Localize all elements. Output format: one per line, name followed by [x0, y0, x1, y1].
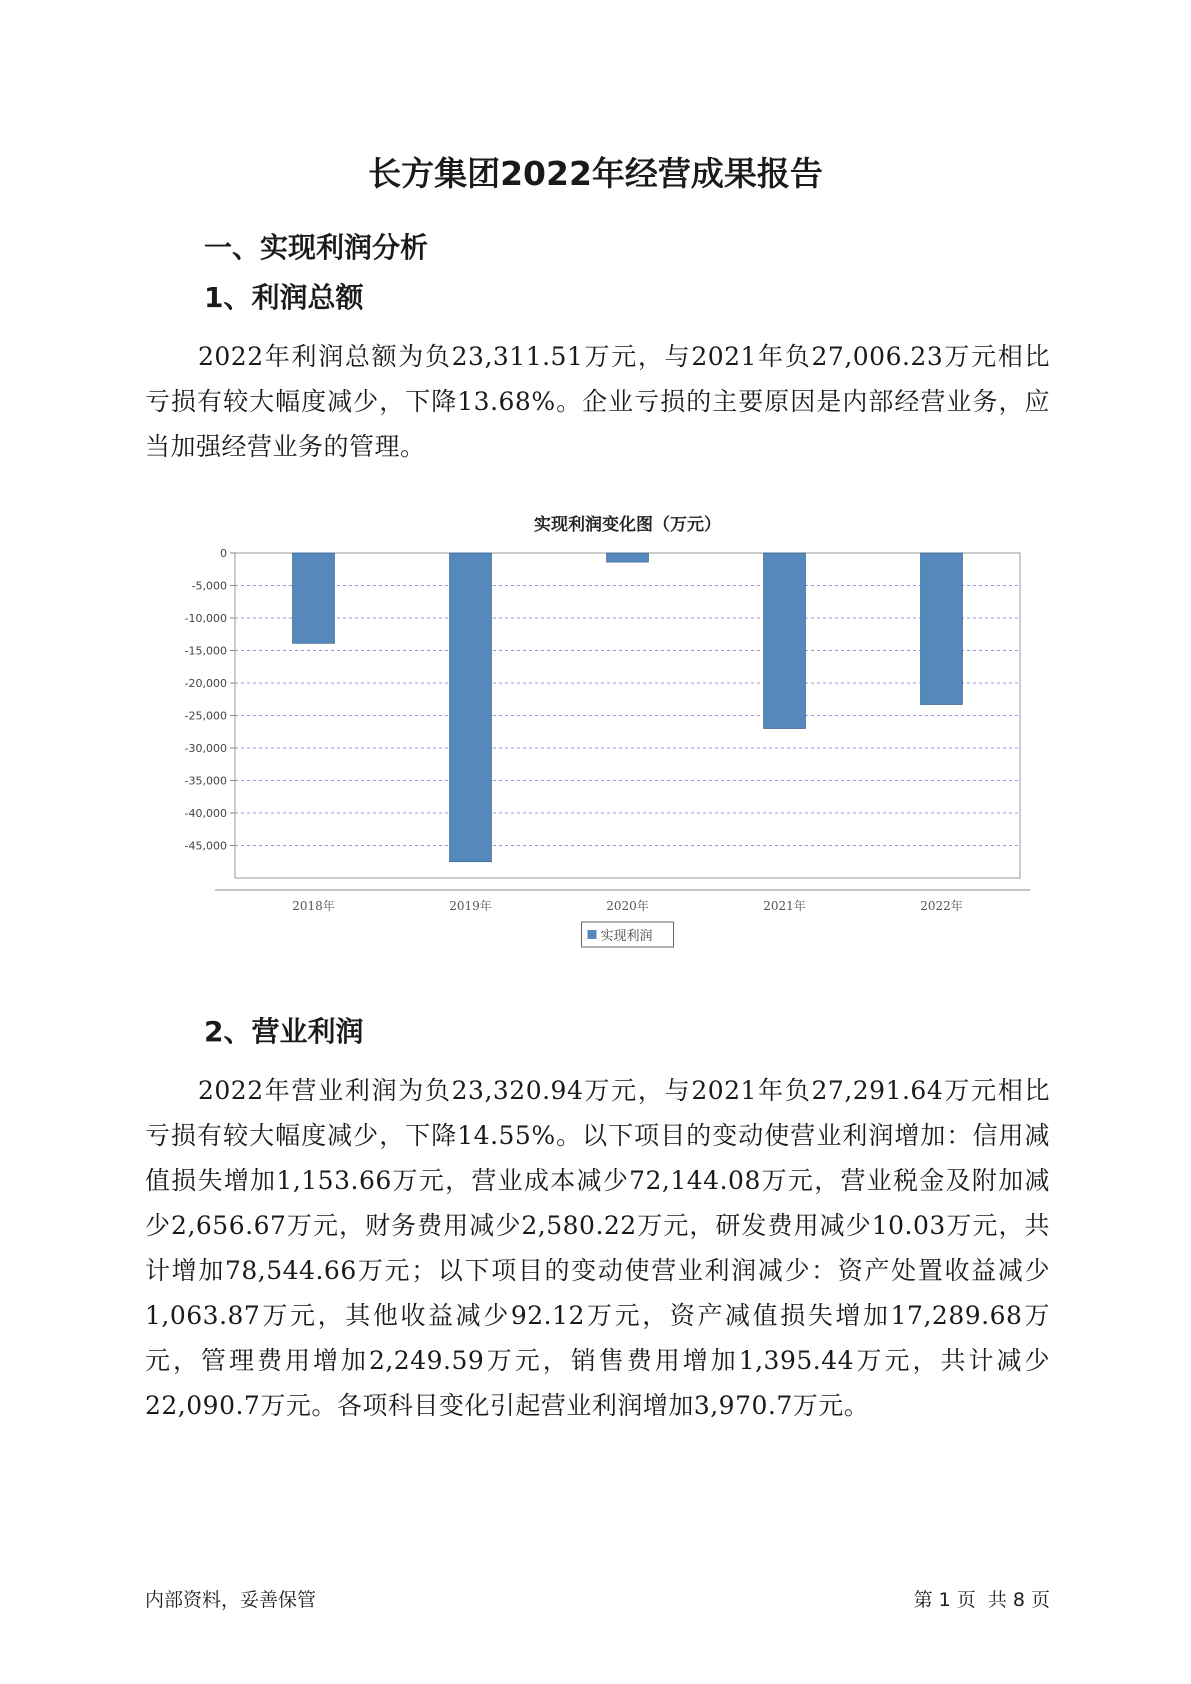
y-tick-label: 0 — [220, 547, 227, 560]
y-tick-label: -15,000 — [184, 644, 227, 658]
x-tick-label: 2018年 — [292, 899, 335, 913]
y-tick-label: -25,000 — [184, 709, 227, 723]
bar-2019年 — [450, 553, 492, 862]
y-tick-label: -40,000 — [184, 807, 227, 820]
y-tick-label: -5,000 — [191, 579, 227, 593]
bar-2021年 — [764, 553, 806, 729]
y-tick-label: -10,000 — [184, 612, 227, 625]
profit-bar-chart — [145, 498, 1050, 958]
x-tick-label: 2020年 — [606, 899, 649, 913]
x-tick-label: 2021年 — [763, 899, 806, 913]
subsection-heading-profit-total: 1、利润总额 — [204, 281, 364, 314]
x-tick-label: 2022年 — [920, 899, 963, 913]
paragraph-profit-total: 2022年利润总额为负23,311.51万元，与2021年负27,006.23万元相比亏损有较大幅度减少，下降13.68%。企业亏损的主要原因是内部经营业务，应当加强经营业务的管理。 — [145, 342, 1050, 461]
subsection-heading-operating-profit: 2、营业利润 — [204, 1015, 364, 1048]
paragraph-operating-profit: 2022年营业利润为负23,320.94万元，与2021年负27,291.64万元相比亏损有较大幅度减少，下降14.55%。以下项目的变动使营业利润增加：信用减值损失增加1,153.66万元，营业成本减少72,144.08万元，营业税金及附加减少2,656.67万元，财务费用减少2,580.22万元，研发费用减少10.03万元，共计增加78,544.66万元；以下项目的变动使营业利润减少：资产处置收益减少1,063.87万元，其他收益减少92.12万元，资产减值损失增加17,289.68万元，管理费用增加2,249.59万元，销售费用增加1,395.44万元，共计减少22,090.7万元。各项科目变化引起营业利润增加3,970.7万元。 — [145, 1076, 1050, 1420]
section-heading: 一、实现利润分析 — [204, 231, 429, 264]
y-tick-label: -45,000 — [184, 839, 227, 853]
y-tick-label: -35,000 — [184, 774, 227, 788]
x-tick-label: 2019年 — [449, 899, 492, 913]
footer-confidential-note: 内部资料，妥善保管 — [145, 1589, 317, 1611]
y-tick-label: -20,000 — [184, 677, 227, 690]
legend-label: 实现利润 — [600, 929, 653, 944]
bar-2022年 — [921, 553, 963, 705]
y-tick-label: -30,000 — [184, 742, 227, 755]
chart-title: 实现利润变化图（万元） — [534, 515, 721, 535]
page-title: 长方集团2022年经营成果报告 — [368, 154, 823, 193]
bar-2020年 — [607, 553, 649, 562]
bar-2018年 — [293, 553, 335, 643]
legend-swatch — [588, 930, 597, 939]
footer-page-number: 第 1 页 共 8 页 — [913, 1589, 1050, 1611]
